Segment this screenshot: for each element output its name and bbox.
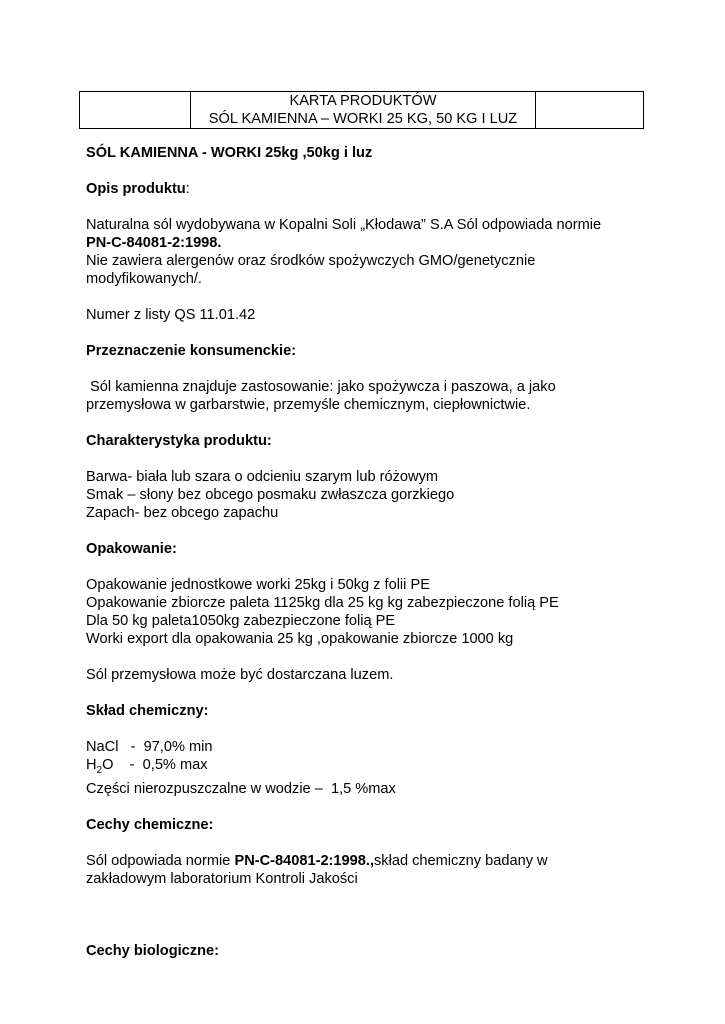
charakterystyka-smak: Smak – słony bez obcego posmaku zwłaszcza gorzkiego <box>86 487 455 503</box>
charakterystyka-zapach: Zapach- bez obcego zapachu <box>86 505 279 521</box>
header-cell-right <box>536 92 644 129</box>
cechy-chemiczne-post: skład chemiczny badany w <box>374 852 548 869</box>
opis-heading-colon: : <box>185 181 190 197</box>
sklad-h2o-sub: 2 <box>96 764 103 776</box>
cechy-chemiczne-line-2: zakładowym laboratorium Kontroli Jakości <box>86 870 358 887</box>
charakterystyka-barwa: Barwa- biała lub szara o odcieniu szarym lub różowym <box>86 469 439 485</box>
header-cell-left <box>80 92 191 129</box>
opakowanie-luz: Sól przemysłowa może być dostarczana luzem. <box>86 667 394 683</box>
opis-heading-line <box>86 180 646 198</box>
header-line-1: KARTA PRODUKTÓW <box>289 93 437 109</box>
header-table <box>79 91 644 129</box>
przeznaczenie-heading: Przeznaczenie konsumenckie: <box>86 343 297 359</box>
opakowanie-line-2: Opakowanie zbiorcze paleta 1125kg dla 25 kg kg zabezpieczone folią PE <box>86 595 559 611</box>
document-body <box>86 144 646 960</box>
opis-line-2: Nie zawiera alergenów oraz środków spożywczych GMO/genetycznie <box>86 253 536 269</box>
cechy-chemiczne-line-1 <box>86 852 646 870</box>
opakowanie-line-4: Worki export dla opakowania 25 kg ,opakowanie zbiorcze 1000 kg <box>86 631 514 647</box>
opakowanie-line-1: Opakowanie jednostkowe worki 25kg i 50kg z folii PE <box>86 577 430 593</box>
header-line-2: SÓL KAMIENNA – WORKI 25 KG, 50 KG I LUZ <box>208 111 518 127</box>
opis-norm: PN-C-84081-2:1998. <box>86 235 222 251</box>
qs-number: Numer z listy QS 11.01.42 <box>86 307 256 323</box>
przeznaczenie-line-2: przemysłowa w garbarstwie, przemyśle chemicznym, ciepłownictwie. <box>86 397 531 413</box>
charakterystyka-heading: Charakterystyka produktu: <box>86 433 272 449</box>
opakowanie-line-3: Dla 50 kg paleta1050kg zabezpieczone folią PE <box>86 613 396 629</box>
cechy-chemiczne-norm: PN-C-84081-2:1998., <box>234 852 374 869</box>
cechy-biologiczne-heading: Cechy biologiczne: <box>86 942 219 959</box>
sklad-nacl: NaCl - 97,0% min <box>86 739 213 755</box>
document-title: SÓL KAMIENNA - WORKI 25kg ,50kg i luz <box>86 145 373 161</box>
cechy-chemiczne-heading: Cechy chemiczne: <box>86 816 214 833</box>
sklad-h2o-h: H <box>86 757 97 773</box>
przeznaczenie-line-1: Sól kamienna znajduje zastosowanie: jako spożywcza i paszowa, a jako <box>86 379 556 395</box>
opis-heading: Opis produktu <box>86 181 186 197</box>
cechy-chemiczne-pre: Sól odpowiada normie <box>86 852 235 869</box>
sklad-heading: Skład chemiczny: <box>86 703 209 719</box>
sklad-h2o-rest: O - 0,5% max <box>102 757 208 773</box>
opis-line-1: Naturalna sól wydobywana w Kopalni Soli „Kłodawa” S.A Sól odpowiada normie <box>86 217 602 233</box>
header-cell-center <box>191 92 536 129</box>
sklad-h2o <box>86 756 646 780</box>
opakowanie-heading: Opakowanie: <box>86 541 177 557</box>
sklad-czesci: Części nierozpuszczalne w wodzie – 1,5 %max <box>86 780 396 797</box>
opis-line-3: modyfikowanych/. <box>86 271 202 287</box>
